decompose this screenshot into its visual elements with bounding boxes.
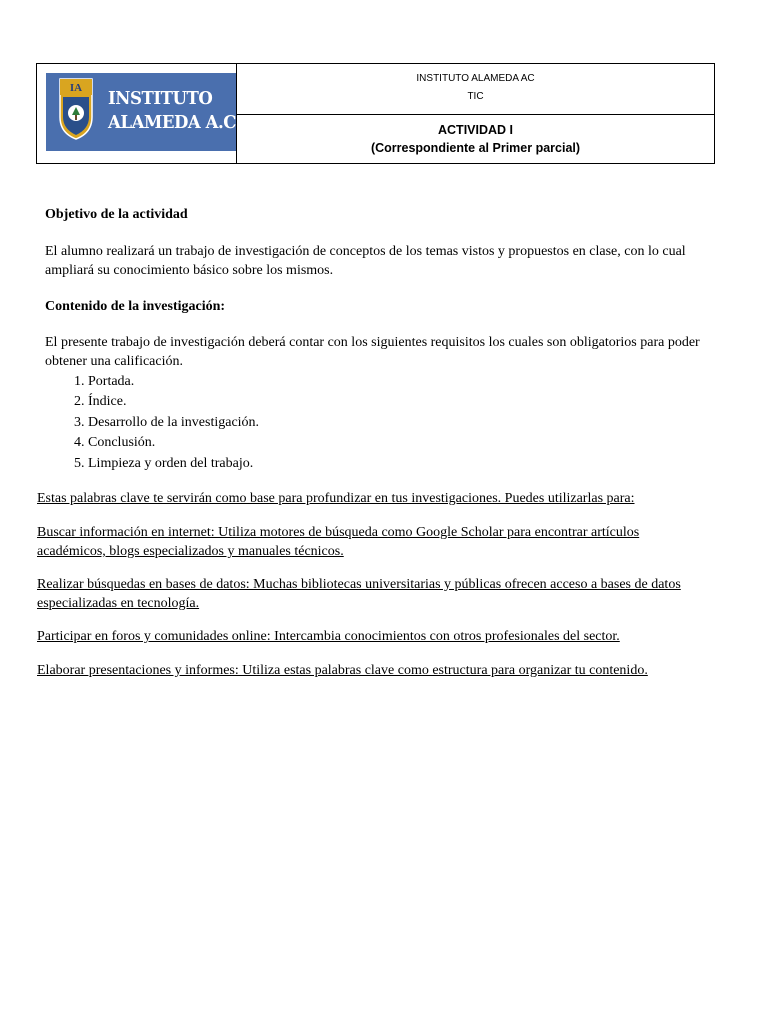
logo-badge: IA <box>69 82 83 94</box>
list-item: 1. Portada. <box>88 372 259 392</box>
objective-heading: Objetivo de la actividad <box>45 207 188 222</box>
keyword-item: Participar en foros y comunidades online: Intercambia conocimientos con otros profesionales del sector. <box>37 629 620 644</box>
list-item: 5. Limpieza y orden del trabajo. <box>88 454 259 474</box>
institution-cell <box>237 64 714 115</box>
logo-text <box>108 87 241 135</box>
subject-name: TIC <box>467 91 484 102</box>
list-item: 2. Índice. <box>88 392 259 412</box>
content-heading: Contenido de la investigación: <box>45 299 226 314</box>
requirements-list <box>70 372 259 474</box>
keywords-intro: Estas palabras clave te servirán como base para profundizar en tus investigaciones. Puedes utilizarlas para: <box>37 491 635 506</box>
activity-subtitle: (Correspondiente al Primer parcial) <box>370 141 581 155</box>
list-item: 4. Conclusión. <box>88 433 259 453</box>
logo-line-2: ALAMEDA A.C. <box>108 112 242 133</box>
logo-line-1: INSTITUTO <box>108 88 213 109</box>
activity-cell <box>237 114 714 163</box>
logo-cell <box>37 64 242 163</box>
header-table <box>36 63 715 164</box>
keyword-item: Elaborar presentaciones y informes: Utiliza estas palabras clave como estructura para organizar tu contenido. <box>37 663 648 678</box>
keyword-item: Buscar información en internet: Utiliza motores de búsqueda como Google Scholar para encontrar artículos académicos, blogs especializados y manuales técnicos. <box>37 525 640 559</box>
institution-name: INSTITUTO ALAMEDA AC <box>416 73 535 84</box>
shield-icon <box>58 77 94 141</box>
keyword-item: Realizar búsquedas en bases de datos: Muchas bibliotecas universitarias y públicas ofrecen acceso a bases de datos especializadas en tecnología. <box>37 577 681 611</box>
school-logo <box>46 73 242 151</box>
objective-text: El alumno realizará un trabajo de investigación de conceptos de los temas vistos y propuestos en clase, con lo cual ampliará su conocimiento básico sobre los mismos. <box>45 244 686 278</box>
content-text: El presente trabajo de investigación deberá contar con los siguientes requisitos los cuales son obligatorios para poder obtener una calificación. <box>45 335 700 369</box>
activity-title: ACTIVIDAD I <box>438 123 513 137</box>
list-item: 3. Desarrollo de la investigación. <box>88 413 259 433</box>
